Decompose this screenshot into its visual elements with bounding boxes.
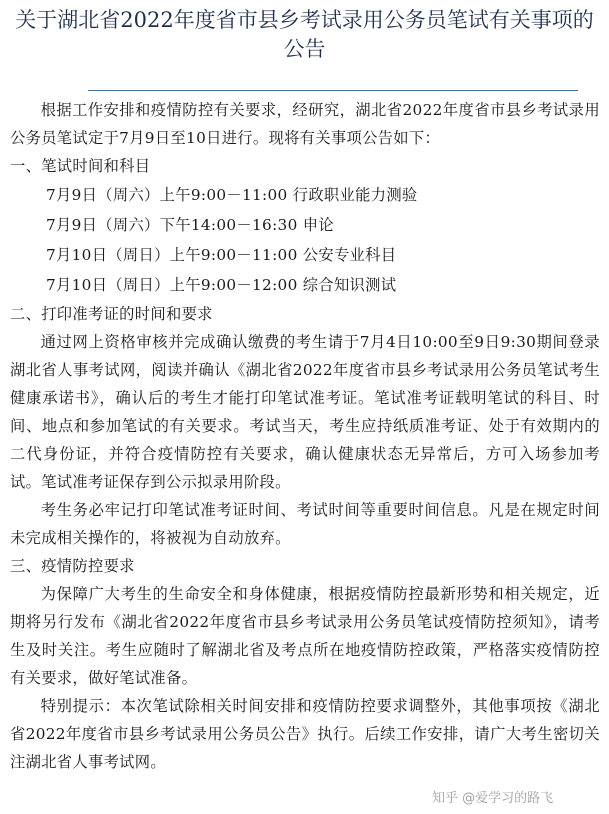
schedule-item: 7月9日（周六）上午9:00－11:00 行政职业能力测验	[46, 186, 418, 204]
title-divider	[88, 90, 578, 91]
zhihu-watermark: 知乎 @爱学习的路飞	[432, 791, 554, 806]
schedule-item: 7月10日（周日）上午9:00－11:00 公安专业科目	[46, 246, 397, 264]
page-title	[0, 6, 609, 64]
section-1-heading: 一、笔试时间和科目	[10, 157, 151, 175]
title-line-1: 关于湖北省2022年度省市县乡考试录用公务员笔试有关事项的	[15, 8, 594, 32]
section-2-paragraph: 考生务必牢记打印笔试准考证时间、考试时间等重要时间信息。凡是在规定时间未完成相关操作的，将被视为自动放弃。	[10, 501, 600, 547]
announcement-body	[10, 96, 600, 776]
section-2-heading: 二、打印准考证的时间和要求	[10, 305, 213, 323]
schedule-item: 7月10日（周日）上午9:00－12:00 综合知识测试	[46, 276, 397, 294]
intro-paragraph: 根据工作安排和疫情防控有关要求，经研究，湖北省2022年度省市县乡考试录用公务员笔试定于7月9日至10日进行。现将有关事项公告如下：	[10, 101, 600, 147]
schedule-item: 7月9日（周六）下午14:00－16:30 申论	[46, 216, 334, 234]
section-2-paragraph: 通过网上资格审核并完成确认缴费的考生请于7月4日10:00至9日9:30期间登录湖北省人事考试网，阅读并确认《湖北省2022年度省市县乡考试录用公务员笔试考生健康承诺书》，确认后的考生才能打印笔试准考证。笔试准考证载明笔试的科目、时间、地点和参加笔试的有关要求。考试当天，考生应持纸质准考证、处于有效期内的二代身份证，并符合疫情防控有关要求，确认健康状态无异常后，方可入场参加考试。笔试准考证保存到公示拟录用阶段。	[10, 333, 600, 491]
section-3-paragraph: 为保障广大考生的生命安全和身体健康，根据疫情防控最新形势和相关规定，近期将另行发布《湖北省2022年度省市县乡考试录用公务员笔试疫情防控须知》，请考生及时关注。考生应随时了解湖北省及考点所在地疫情防控政策，严格落实疫情防控有关要求，做好笔试准备。	[10, 585, 600, 687]
special-notice-paragraph: 特别提示：本次笔试除相关时间安排和疫情防控要求调整外，其他事项按《湖北省2022年度省市县乡考试录用公务员公告》执行。后续工作安排，请广大考生密切关注湖北省人事考试网。	[10, 697, 600, 771]
title-line-2: 公告	[283, 37, 326, 61]
section-3-heading: 三、疫情防控要求	[10, 557, 135, 575]
